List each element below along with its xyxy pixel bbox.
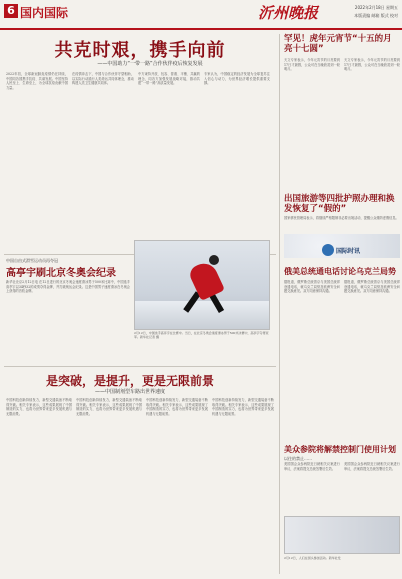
intl-news-label: 国际时讯	[336, 248, 361, 255]
right-body-4a: 美国国会众参两院近日就相关议案进行审议，法案将提交总统签署后生效。	[284, 462, 340, 471]
lead-body-col1: 2022年初，全球新冠肺炎疫情仍在持续，中国同各国携手抗疫、共谋发展。中国坚持人民至上、生命至上，为全球抗疫贡献中国力量。	[6, 72, 68, 90]
right-headline-4: 美众参院将解禁控制门使用计划	[284, 445, 396, 454]
lead-body-col3: 中方秉持开放、包容、普惠、平衡、共赢的理念，同各方加强发展战略对接，推动共建“一带一路”高质量发展。	[138, 72, 200, 86]
lead-headline: 共克时艰，携手向前	[54, 40, 226, 61]
right-photo-caption: 2月12日，人们在街头参加活动。新华社发	[284, 556, 341, 560]
skater-head	[209, 255, 219, 265]
right-body-4b: 美国国会众参两院近日就相关议案进行审议，法案将提交总统签署后生效。	[344, 462, 400, 471]
article2-kicker: 中国自由式滑雪运动员再夺冠	[6, 258, 58, 263]
lead-body-col4: 专家认为，中国稳定的经济发展为全球复苏注入信心与动力，为世界经济增长提供重要支撑。	[204, 72, 270, 86]
article2-body: 新华社北京2月12日电 在12日进行的北京冬奥会速度滑冰男子500米比赛中，中国选手高亭宇以34秒32的成绩夺得金牌，并打破奥运会纪录。这是中国男子速度滑冰在冬奥会上获得的首枚金牌。	[6, 280, 130, 294]
divider	[4, 366, 276, 367]
right-headline-2: 出国旅游等四批护照办理和换发恢复了“假的”	[284, 194, 395, 214]
article3-body-col3: 中国科技创新持续发力，新型交通装备不断取得突破。相关专家表示，这些成果展现了中国制造的实力，也将为世界带来更多发展机遇与无限前景。	[146, 398, 208, 416]
skater-photo	[134, 240, 270, 330]
column-divider	[279, 34, 280, 574]
newspaper-logo: 沂州晚报	[258, 4, 319, 22]
lead-subheadline: ——中国助力“一带一路”合作伙伴疫后恢复发展	[97, 61, 203, 67]
article3-subheadline: ——中国制剂型车路出世界速度	[94, 389, 165, 395]
right-body-3a: 据报道，俄罗斯总统普京与美国总统拜登通电话，就乌克兰局势及欧洲安全问题交换意见。双方同意保持沟通。	[284, 280, 340, 294]
page-header	[0, 0, 402, 30]
right-headline-1: 罕见！虎年元宵节“十五的月亮十七圆”	[284, 34, 392, 54]
photo-caption: 2月12日，中国选手高亭宇在比赛中。当日，在北京冬奥会速度滑冰男子500米决赛中，高亭宇夺得冠军。新华社记者 摄	[134, 331, 269, 339]
right-body-1b: 天文专家表示，今年元宵节的月亮要到17日才最圆，公众可在当晚欣赏到一轮明月。	[344, 58, 400, 72]
article3-headline: 是突破，是提升，更是无限前景	[45, 374, 214, 388]
article3-body-col4: 中国科技创新持续发力，新型交通装备不断取得突破。相关专家表示，这些成果展现了中国制造的实力，也将为世界带来更多发展机遇与无限前景。	[212, 398, 274, 416]
section-name: 国内国际	[20, 6, 69, 20]
editor-line: 本版责编 邮箱 版式 校对	[354, 13, 398, 18]
right-subheadline-4: 以往的禁止……	[284, 456, 312, 461]
right-photo	[284, 516, 400, 554]
article2-headline: 高亭宇刷北京冬奥会纪录	[6, 268, 116, 279]
right-body-3b: 据报道，俄罗斯总统普京与美国总统拜登通电话，就乌克兰局势及欧洲安全问题交换意见。双方同意保持沟通。	[344, 280, 400, 294]
right-body-1a: 天文专家表示，今年元宵节的月亮要到17日才最圆，公众可在当晚欣赏到一轮明月。	[284, 58, 340, 72]
right-body-2: 国家移民管理局表示，将继续严格限制非必要出境活动，提醒公众谨防虚假信息。	[284, 216, 399, 220]
article3-body-col2: 中国科技创新持续发力，新型交通装备不断取得突破。相关专家表示，这些成果展现了中国制造的实力，也将为世界带来更多发展机遇与无限前景。	[76, 398, 142, 416]
ice-rink	[135, 301, 270, 330]
right-headline-3: 俄美总统通电话讨论乌克兰局势	[284, 267, 396, 276]
issue-date: 2022年2月18日 星期五	[354, 5, 398, 10]
globe-icon	[322, 244, 334, 256]
page-number: 6	[4, 4, 18, 18]
article3-body-col1: 中国科技创新持续发力，新型交通装备不断取得突破。相关专家表示，这些成果展现了中国制造的实力，也将为世界带来更多发展机遇与无限前景。	[6, 398, 72, 416]
lead-body-col2: 在疫情冲击下，中国与合作伙伴守望相助，以实际行动践行人类命运共同体理念，推动构建人类卫生健康共同体。	[72, 72, 134, 86]
